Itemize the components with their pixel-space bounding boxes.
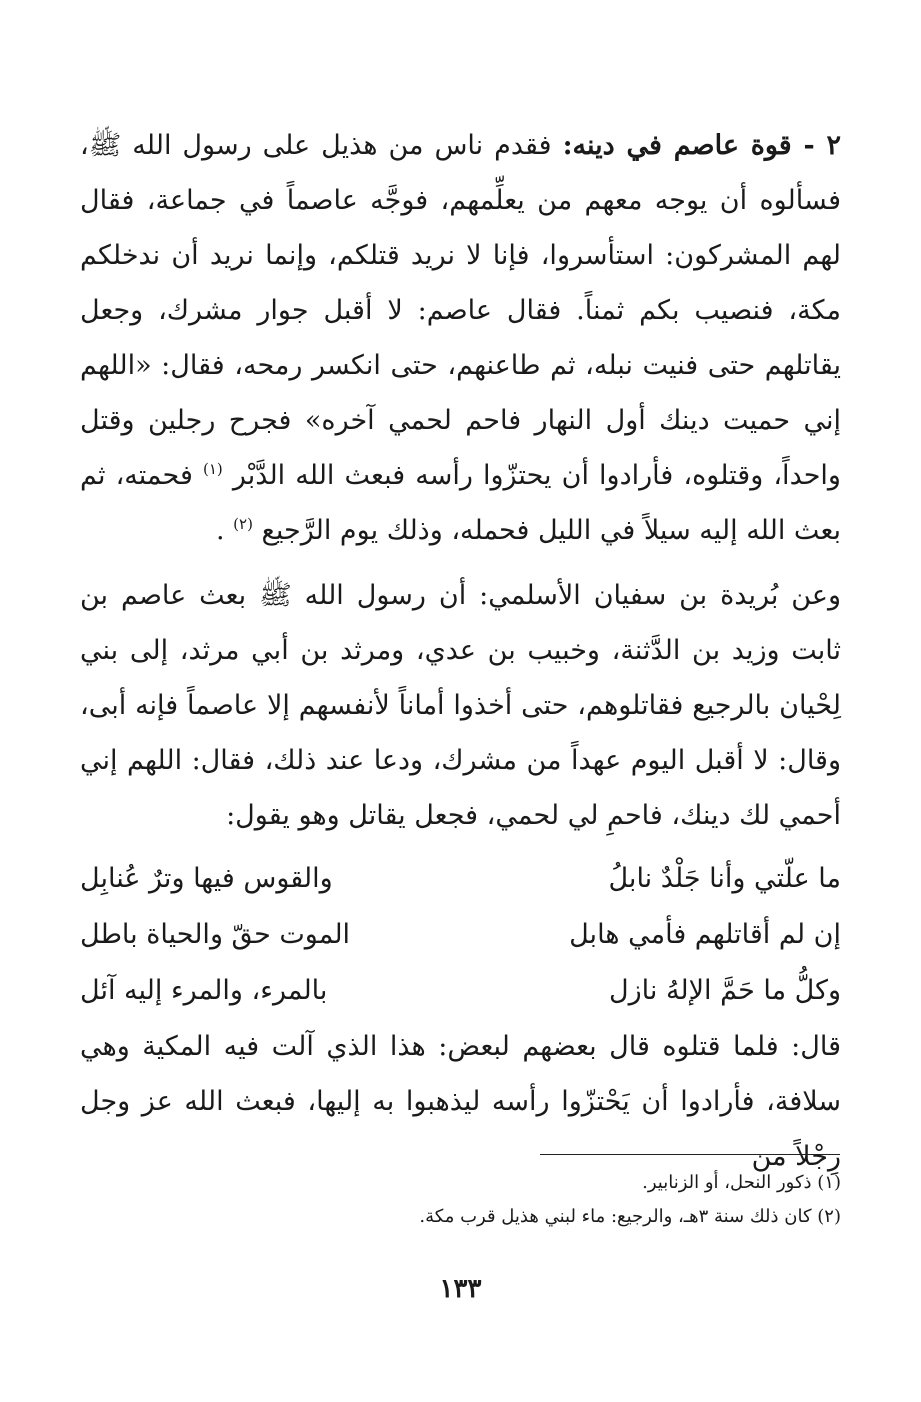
paragraph-1-text-b: فحمته، ثم بعث الله إليه سيلاً في الليل فحمله، وذلك يوم الرَّجيع: [80, 460, 841, 546]
footnote-mark: (١): [817, 1172, 841, 1193]
section-heading: ٢ - قوة عاصم في دينه:: [562, 130, 842, 161]
footnotes: [80, 1166, 841, 1234]
paragraph-1-text-a: فقدم ناس من هذيل على رسول الله ﷺ، فسألوه أن يوجه معهم من يعلِّمهم، فوجَّه عاصماً في جماعة، فقال لهم المشركون: استأسروا، فإنا لا نريد قتلكم، وإنما نريد أن ندخلكم مكة، فنصيب بكم ثمناً. فقال عاصم: لا أقبل جوار مشرك، وجعل يقاتلهم حتى فنيت نبله، ثم طاعنهم، حتى انكسر رمحه، فقال: «اللهم إني حميت دينك أول النهار فاحم لحمي آخره» فجرح رجلين وقتل واحداً، وقتلوه، فأرادوا أن يحتزّوا رأسه فبعث الله الدَّبْر: [80, 130, 841, 491]
footnote-ref-1[interactable]: (١): [202, 460, 223, 478]
footnote: [80, 1166, 841, 1200]
footnote-mark: (٢): [817, 1206, 841, 1227]
paragraph-3: قال: فلما قتلوه قال بعضهم لبعض: هذا الذي آلت فيه المكية وهي سلافة، فأرادوا أن يَحْتزّوا رأسه ليذهبوا به إليها، فبعث الله عز وجل رِجْلاً من: [80, 1031, 841, 1172]
verse-second-hemistich: والقوس فيها وترٌ عُنابِل: [80, 863, 333, 894]
page-number: ١٣٣: [439, 1274, 482, 1304]
poem: [80, 851, 841, 1019]
poem-verse: [80, 907, 841, 963]
footnote-text: ذكور النحل، أو الزنابير.: [642, 1172, 812, 1193]
verse-first-hemistich: وكلُّ ما حَمَّ الإلهُ نازل: [608, 975, 841, 1006]
footnote-text: كان ذلك سنة ٣هـ، والرجيع: ماء لبني هذيل قرب مكة.: [419, 1206, 812, 1227]
verse-second-hemistich: بالمرء، والمرء إليه آئل: [80, 975, 328, 1006]
footnote-divider: [540, 1154, 840, 1155]
verse-second-hemistich: الموت حقّ والحياة باطل: [80, 919, 351, 950]
paragraph-2: وعن بُريدة بن سفيان الأسلمي: أن رسول الله ﷺ بعث عاصم بن ثابت وزيد بن الدَّثنة، وخبيب بن عدي، ومرثد بن أبي مرثد، إلى بني لِحْيان بالرجيع فقاتلوهم، حتى أخذوا أماناً لأنفسهم إلا عاصماً فإنه أبى، وقال: لا أقبل اليوم عهداً من مشرك، ودعا عند ذلك، فقال: اللهم إني أحمي لك دينك، فاحمِ لي لحمي، فجعل يقاتل وهو يقول:: [80, 580, 841, 831]
footnote-ref-2[interactable]: (٢): [233, 515, 253, 533]
page-body: [80, 118, 841, 1184]
verse-first-hemistich: إن لم أقاتلهم فأمي هابل: [569, 919, 841, 950]
poem-verse: [80, 963, 841, 1019]
footnote: [80, 1200, 841, 1234]
poem-verse: [80, 851, 841, 907]
paragraph-1-end: .: [215, 515, 225, 546]
verse-first-hemistich: ما علّتي وأنا جَلْدٌ نابلُ: [608, 863, 841, 894]
paragraph-1: [80, 118, 841, 558]
